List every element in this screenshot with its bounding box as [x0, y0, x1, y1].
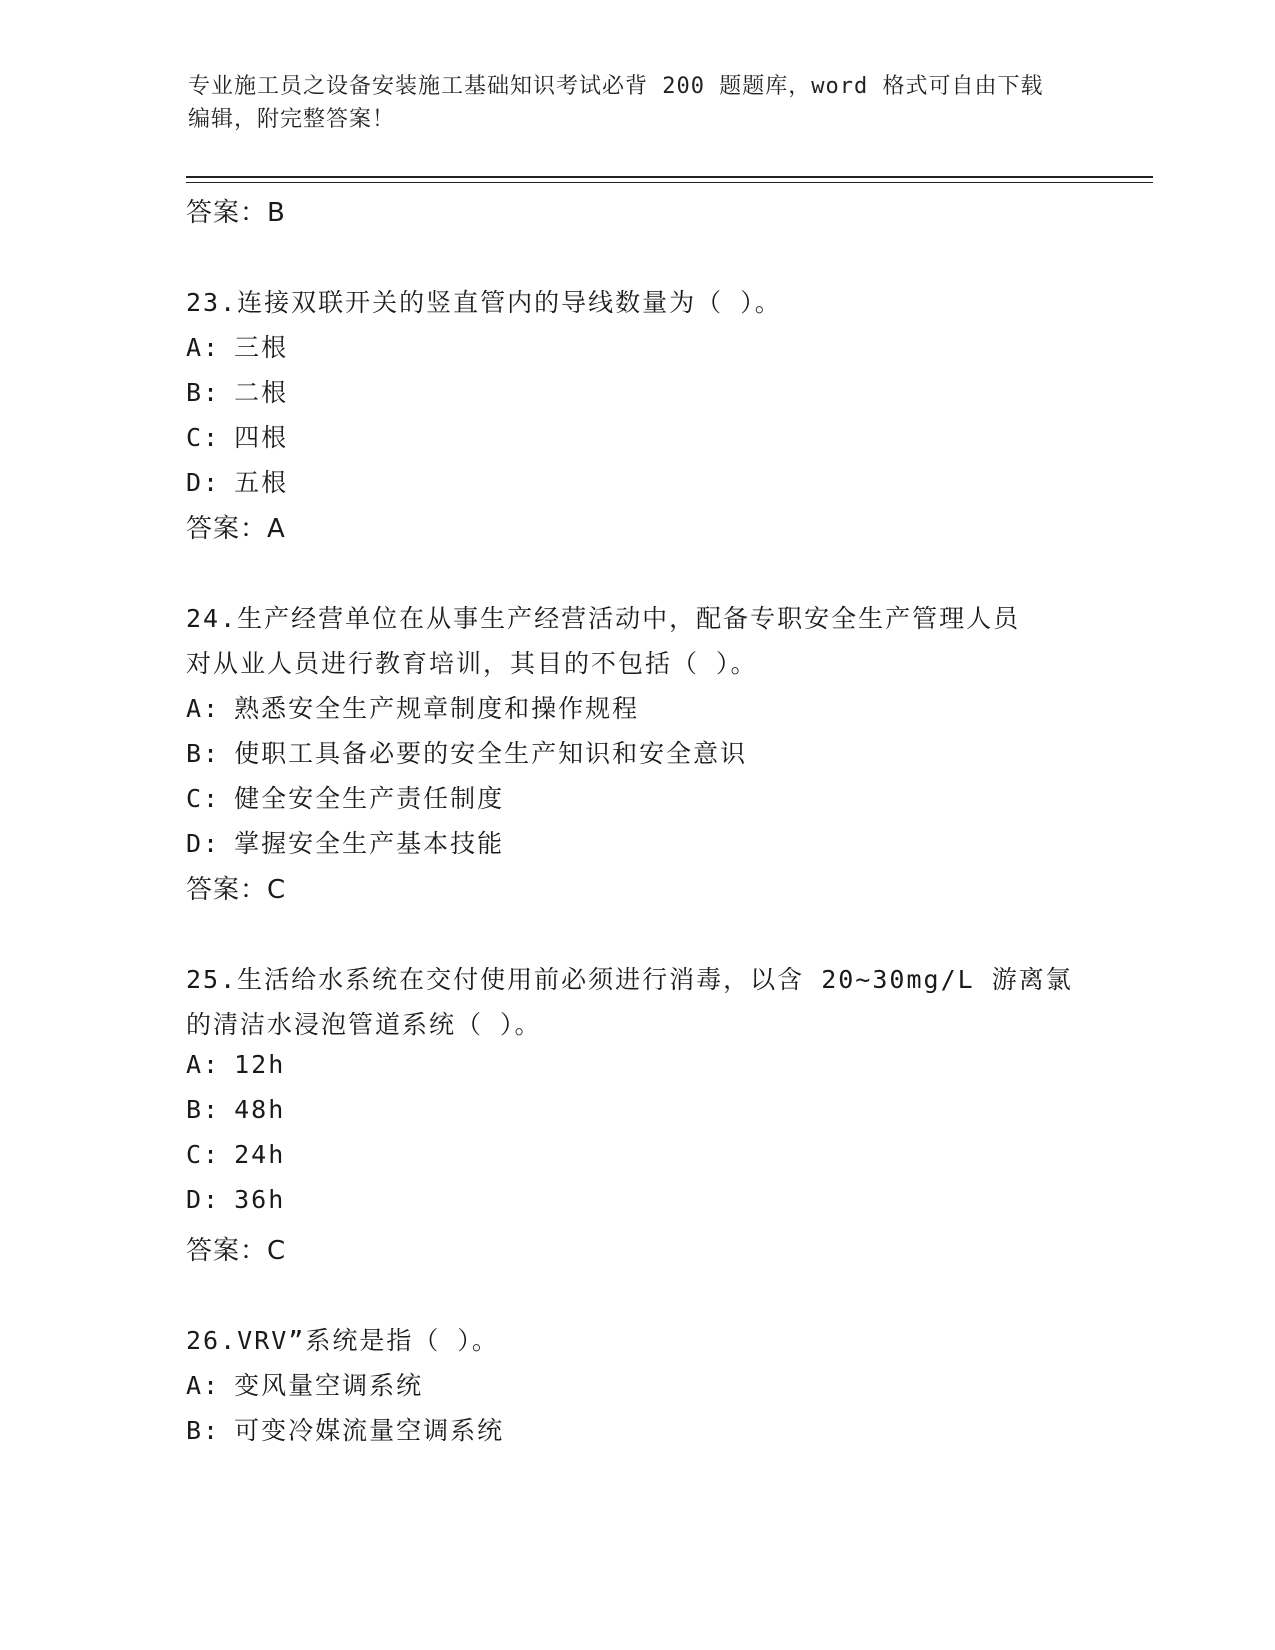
option-letter: A:: [186, 333, 221, 362]
option-text: 三根: [234, 333, 289, 362]
option-text: 48h: [234, 1095, 286, 1124]
question-26-stem: 26.VRV”系统是指（ ）。: [186, 1326, 499, 1355]
question-23-option-c: [186, 418, 288, 454]
option-text: 变风量空调系统: [234, 1371, 424, 1400]
option-letter: A:: [186, 1371, 221, 1400]
option-text: 36h: [234, 1185, 286, 1214]
question-24-option-a: [186, 689, 639, 725]
question-24-option-d: [186, 824, 504, 860]
option-text: 二根: [234, 378, 289, 407]
question-24-option-c: [186, 779, 504, 815]
question-25-option-c: [186, 1140, 285, 1169]
header-line-2: 编辑，附完整答案！: [188, 107, 396, 132]
option-letter: A:: [186, 694, 221, 723]
document-header: [188, 70, 1088, 136]
question-25-option-b: [186, 1095, 285, 1124]
option-letter: C:: [186, 784, 221, 813]
option-letter: A:: [186, 1050, 221, 1079]
option-letter: B:: [186, 739, 221, 768]
question-23-stem: 23.连接双联开关的竖直管内的导线数量为（ ）。: [186, 288, 782, 317]
option-text: 健全安全生产责任制度: [234, 784, 505, 813]
answer-q22: 答案：B: [186, 198, 286, 228]
option-text: 掌握安全生产基本技能: [234, 829, 505, 858]
option-letter: D:: [186, 468, 221, 497]
option-text: 四根: [234, 423, 289, 452]
option-text: 熟悉安全生产规章制度和操作规程: [234, 694, 640, 723]
question-23-option-d: [186, 463, 288, 499]
question-25-stem-line-2: 的清洁水浸泡管道系统（ ）。: [186, 1010, 542, 1039]
header-line-1: 专业施工员之设备安装施工基础知识考试必背 200 题题库，word 格式可自由下载: [188, 74, 1044, 99]
option-letter: B:: [186, 1095, 221, 1124]
option-letter: C:: [186, 1140, 221, 1169]
option-text: 可变冷媒流量空调系统: [234, 1416, 505, 1445]
answer-q23: 答案：A: [186, 514, 286, 544]
answer-q24: 答案：C: [186, 875, 287, 905]
option-text: 五根: [234, 468, 289, 497]
question-23-option-b: [186, 373, 288, 409]
question-25-stem-line-1: 25.生活给水系统在交付使用前必须进行消毒，以含 20~30mg/L 游离氯: [186, 965, 1073, 994]
question-25-option-a: [186, 1050, 285, 1079]
option-letter: B:: [186, 1416, 221, 1445]
option-text: 24h: [234, 1140, 286, 1169]
option-letter: D:: [186, 829, 221, 858]
option-text: 使职工具备必要的安全生产知识和安全意识: [234, 739, 748, 768]
question-23-option-a: [186, 328, 288, 364]
question-25-option-d: [186, 1185, 285, 1214]
option-text: 12h: [234, 1050, 286, 1079]
option-letter: B:: [186, 378, 221, 407]
question-24-option-b: [186, 734, 747, 770]
header-divider-thick: [186, 176, 1153, 178]
option-letter: D:: [186, 1185, 221, 1214]
answer-q25: 答案：C: [186, 1236, 287, 1266]
option-letter: C:: [186, 423, 221, 452]
question-26-option-a: [186, 1366, 423, 1402]
question-24-stem-line-2: 对从业人员进行教育培训，其目的不包括（ ）。: [186, 649, 758, 678]
header-divider-thin: [186, 182, 1153, 183]
question-24-stem-line-1: 24.生产经营单位在从事生产经营活动中，配备专职安全生产管理人员: [186, 604, 1021, 633]
question-26-option-b: [186, 1411, 504, 1447]
